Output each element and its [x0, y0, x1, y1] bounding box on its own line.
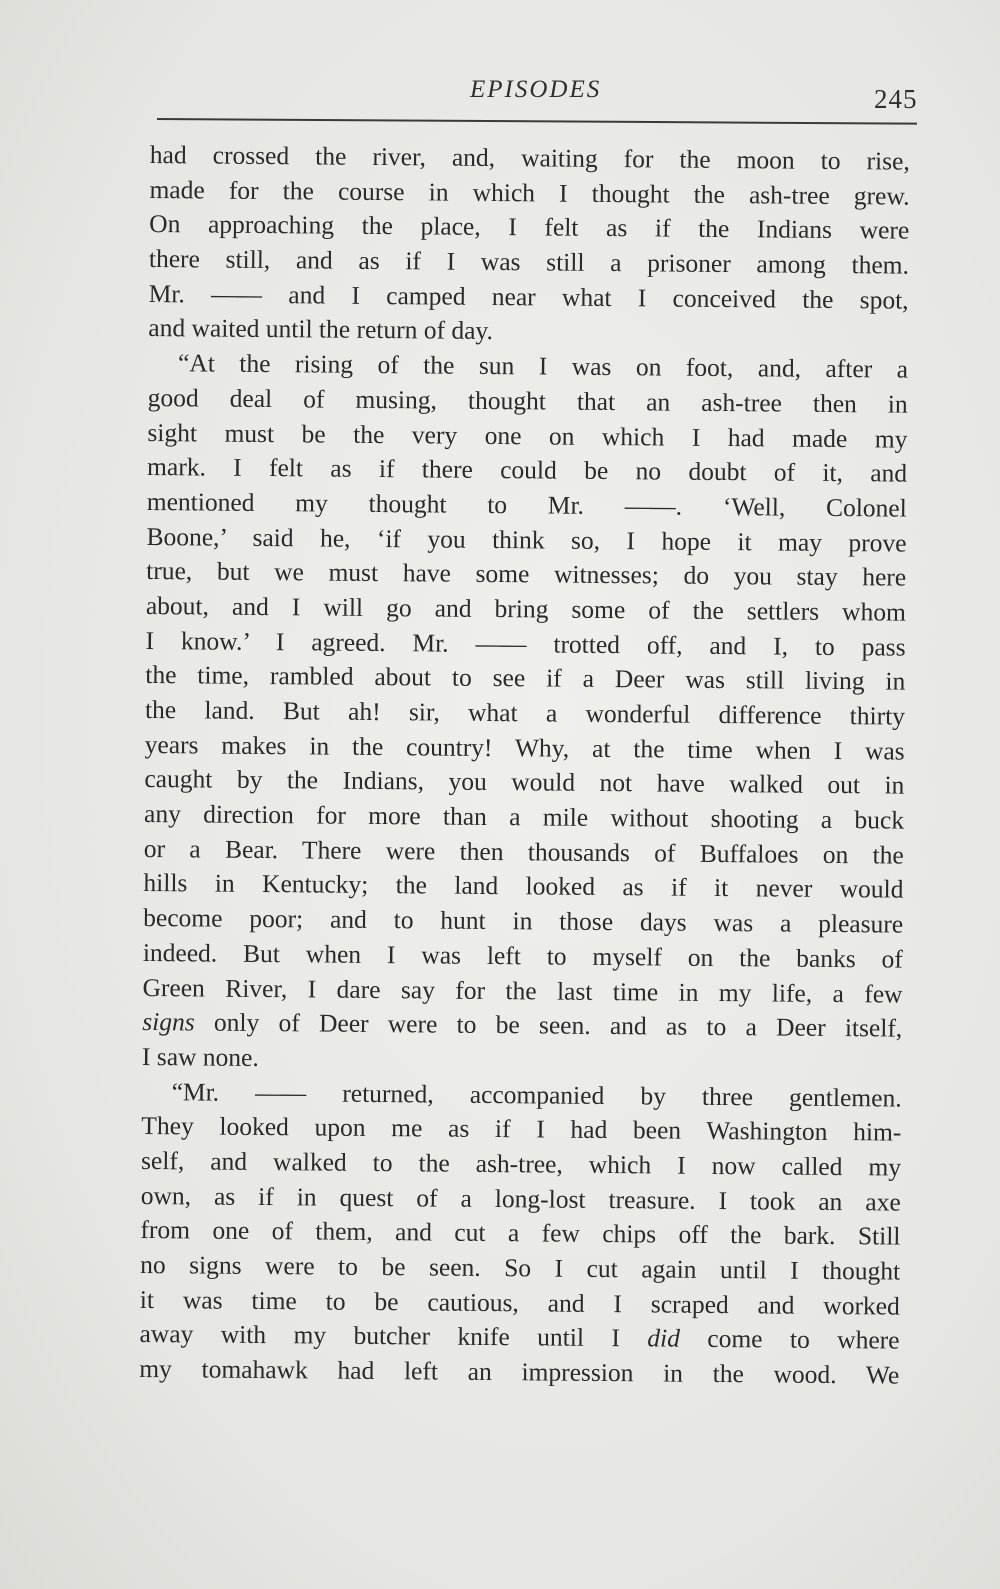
text-line: sight must be the very one on which I had made my	[147, 417, 908, 454]
text-line: Mr. —— and I camped near what I conceived the spot,	[148, 278, 909, 315]
text-line: true, but we must have some witnesses; do you stay here	[146, 556, 907, 592]
text-line: good deal of musing, thought that an ash-tree then in	[147, 382, 908, 419]
text-line: and waited until the return of day.	[148, 313, 494, 346]
text-line: away with my butcher knife until I did come to where	[139, 1319, 900, 1355]
text-line: Boone,’ said he, ‘if you think so, I hope it may prove	[146, 521, 907, 558]
text-line: “At the rising of the sun I was on foot, and, after a	[177, 348, 909, 384]
running-head: EPISODES	[470, 76, 602, 103]
header-rule	[157, 118, 917, 125]
text-line: “Mr. —— returned, accompanied by three gentlemen.	[171, 1076, 902, 1113]
text-line: They looked upon me as if I had been Washington him-	[141, 1111, 902, 1147]
text-line: signs only of Deer were to be seen. and as to a Deer itself,	[142, 1007, 903, 1043]
text-line: hills in Kentucky; the land looked as if it never would	[143, 868, 904, 905]
text-line: Green River, I dare say for the last time in my life, a few	[142, 972, 903, 1009]
text-line: the time, rambled about to see if a Deer was still living in	[145, 660, 906, 696]
text-line: it was time to be cautious, and I scraped and worked	[139, 1284, 900, 1321]
text-line: On approaching the place, I felt as if the Indians were	[149, 209, 910, 246]
text-line: mentioned my thought to Mr. ——. ‘Well, Colonel	[146, 486, 907, 523]
text-line: the land. But ah! sir, what a wonderful difference thirty	[144, 694, 906, 731]
text-line: become poor; and to hunt in those days was a pleasure	[143, 903, 904, 939]
text-line: indeed. But when I was left to myself on the banks of	[142, 937, 903, 974]
text-line: made for the course in which I thought the ash-tree grew.	[149, 174, 910, 211]
text-line: about, and I will go and bring some of the settlers whom	[145, 590, 907, 627]
text-line: any direction for more than a mile without shooting a buck	[143, 799, 905, 835]
text-line: own, as if in quest of a long-lost treasure. I took an axe	[140, 1180, 901, 1217]
text-line: I know.’ I agreed. Mr. —— trotted off, and I, to pass	[145, 625, 906, 662]
text-line: my tomahawk had left an impression in the wood. We	[139, 1354, 900, 1390]
text-line: I saw none.	[141, 1041, 259, 1072]
text-line: mark. I felt as if there could be no doubt of it, and	[147, 452, 908, 488]
text-line: there still, and as if I was still a prisoner among them.	[148, 244, 910, 280]
text-line: had crossed the river, and, waiting for the moon to rise,	[149, 139, 910, 176]
text-line: caught by the Indians, you would not have walked out in	[144, 764, 905, 800]
text-line: no signs were to be seen. So I cut again until I thought	[140, 1249, 901, 1286]
text-line: or a Bear. There were then thousands of Buffaloes on the	[143, 833, 904, 870]
text-line: from one of them, and cut a few chips off the bark. Still	[140, 1215, 901, 1251]
text-line: self, and walked to the ash-tree, which I now called my	[140, 1145, 902, 1182]
body-text	[139, 138, 910, 1393]
page-number: 245	[874, 84, 918, 114]
text-line: years makes in the country! Why, at the time when I was	[144, 729, 905, 766]
